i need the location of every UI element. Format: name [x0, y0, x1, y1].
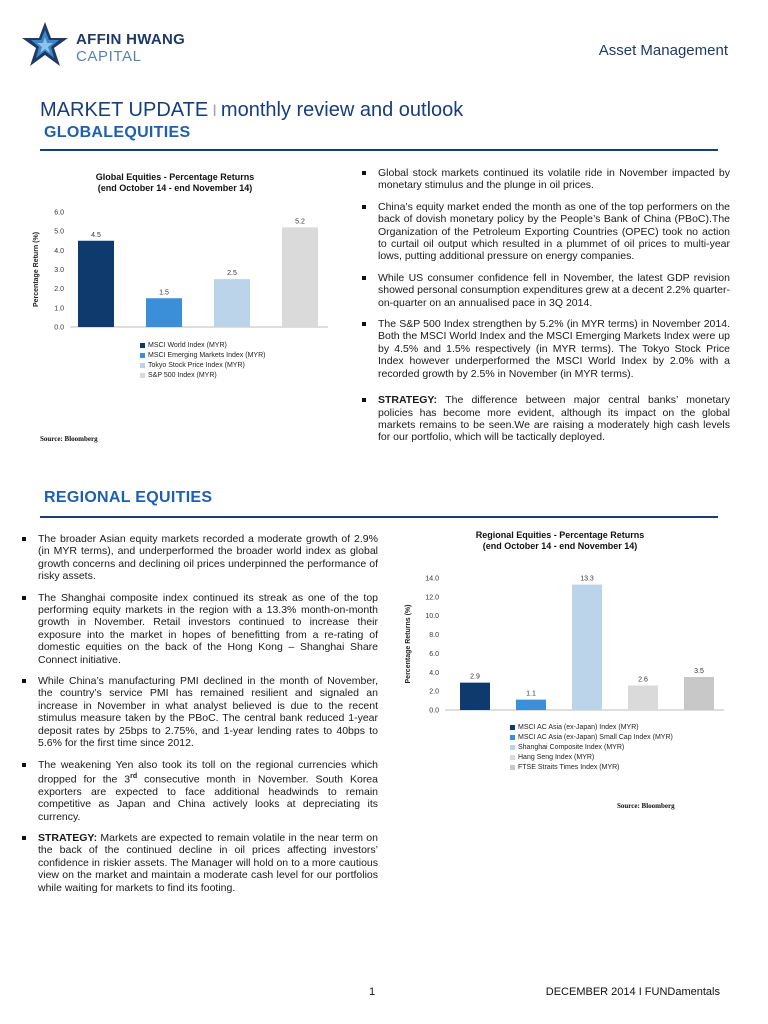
legend-item — [140, 350, 265, 360]
chart-bar — [684, 677, 714, 710]
legend-label: MSCI AC Asia (ex-Japan) Small Cap Index (MYR) — [518, 733, 673, 741]
title-main: MARKET UPDATE — [40, 99, 209, 121]
legend-item — [510, 742, 673, 752]
bar-value-label: 1.1 — [526, 690, 536, 698]
legend-label: S&P 500 Index (MYR) — [148, 371, 217, 379]
legend-item — [510, 732, 673, 742]
y-tick-label: 0.0 — [429, 707, 439, 715]
chart-bar — [282, 227, 318, 327]
legend-item — [510, 762, 673, 772]
legend-swatch — [510, 745, 515, 750]
regional-chart-plot — [400, 570, 720, 720]
bar-value-label: 2.5 — [227, 270, 237, 278]
global-equities-heading: GLOBALEQUITIES — [44, 124, 191, 141]
list-item: While China’s manufacturing PMI declined in the month of November, the country’s service PMI has remained resilient and signaled an increase in November in what analyst believed is due to the recent stimulus measure taken by the PBoC. The central bank reduced 1-year deposit rates by 25bps to 2.75%, and 1-year lending rates to 40bps to 5.6% for the first time since 2012. — [20, 675, 378, 749]
brand-name: AFFIN HWANG — [76, 31, 186, 48]
legend-label: MSCI World Index (MYR) — [148, 341, 227, 349]
legend-swatch — [140, 343, 145, 348]
list-item: The broader Asian equity markets recorded a moderate growth of 2.9% (in MYR terms), and underperformed the broader world index as global growth concerns and declining oil prices underpinned the performance of risky assets. — [20, 533, 378, 583]
y-tick-label: 12.0 — [425, 594, 439, 602]
list-item: China’s equity market ended the month as one of the top performers on the back of dovish monetary policy by the People’s Bank of China (PBoC).The Organization of the Petroleum Exporting Countries (OPEC) took no action to curtail oil output which resulted in a plummet of oil prices to multi-year lows, putting additional pressure on energy companies. — [360, 201, 730, 263]
strategy-text: The difference between major central banks’ monetary policies has become more evident, although its impact on the global markets remains to be seen.We are raising a moderately high cash levels for our portfolio, which will be tactically deployed. — [378, 394, 730, 444]
logo-mark-icon — [20, 20, 70, 70]
company-logo — [20, 20, 220, 70]
legend-swatch — [510, 755, 515, 760]
global-equities-chart — [30, 172, 320, 402]
legend-label: MSCI Emerging Markets Index (MYR) — [148, 351, 266, 359]
legend-item — [510, 722, 673, 732]
chart-bar — [146, 298, 182, 327]
legend-swatch — [510, 725, 515, 730]
y-tick-label: 5.0 — [54, 228, 64, 236]
list-item: The Shanghai composite index continued its streak as one of the top performing equity markets in the region with a 13.3% month-on-month growth in November. Retail investors continued to increase their exposure into the market in hopes of benefitting from a re-rating of domestic equities on the back of the Hong Kong – Shanghai Share Connect initiative. — [20, 592, 378, 666]
legend-swatch — [140, 353, 145, 358]
strategy-label: STRATEGY: — [378, 394, 438, 407]
list-item: The S&P 500 Index strengthen by 5.2% (in MYR terms) in November 2014. Both the MSCI World Index and the MSCI Emerging Markets Index were up by 4.5% and 1.5% respectively (in MYR terms). The Tokyo Stock Price Index however underperformed the MSCI World Index by 2.0% with a recorded growth by 2.5% in November (in MYR terms). — [360, 318, 730, 380]
legend-swatch — [510, 765, 515, 770]
y-tick-label: 14.0 — [425, 575, 439, 583]
legend-label: Shanghai Composite Index (MYR) — [518, 743, 625, 751]
legend-item — [510, 752, 673, 762]
y-tick-label: 6.0 — [54, 209, 64, 217]
global-strategy-item — [360, 394, 730, 444]
yen-text-sup: rd — [130, 772, 138, 780]
regional-source: Source: Bloomberg — [617, 802, 675, 810]
bar-value-label: 13.3 — [580, 575, 594, 583]
chart-bar — [572, 585, 602, 710]
legend-swatch — [510, 735, 515, 740]
chart-title-line1: Global Equities - Percentage Returns — [95, 172, 255, 182]
bar-value-label: 2.9 — [470, 673, 480, 681]
y-tick-label: 6.0 — [429, 650, 439, 658]
global-chart-plot — [30, 202, 320, 332]
global-chart-legend — [140, 340, 265, 380]
strategy-label: STRATEGY: — [38, 832, 98, 845]
bar-value-label: 1.5 — [159, 289, 169, 297]
chart-title-line2: (end October 14 - end November 14) — [97, 183, 253, 193]
legend-label: MSCI AC Asia (ex-Japan) Index (MYR) — [518, 723, 639, 731]
regional-bullets — [20, 533, 378, 903]
y-tick-label: 8.0 — [429, 632, 439, 640]
page-number: 1 — [369, 986, 376, 998]
chart-bar — [214, 279, 250, 327]
footer-issue: DECEMBER 2014 I FUNDamentals — [545, 986, 720, 998]
legend-swatch — [140, 373, 145, 378]
y-axis-label: Percentage Returns (%) — [405, 604, 412, 684]
bar-value-label: 4.5 — [91, 231, 101, 239]
y-tick-label: 4.0 — [54, 247, 64, 255]
chart-bar — [516, 700, 546, 710]
title-separator: I — [212, 101, 217, 120]
yen-text-before: The weakening Yen also took its toll on the regional currencies which dropped for the 3 — [38, 758, 378, 786]
regional-section-rule — [40, 516, 718, 518]
page-title — [40, 99, 463, 122]
brand-sub: CAPITAL — [76, 48, 142, 65]
list-item — [20, 759, 378, 824]
title-subtitle: monthly review and outlook — [220, 99, 464, 121]
regional-strategy-item — [20, 832, 378, 894]
y-tick-label: 2.0 — [54, 286, 64, 294]
strategy-text: Markets are expected to remain volatile in the near term on the back of the continued decline in oil prices affecting investors’ confidence in riskier assets. The Manager will hold on to a more cautious view on the market and maintain a moderate cash level for our portfolios while waiting for markets to find its footing. — [38, 832, 378, 894]
legend-item — [140, 360, 265, 370]
legend-item — [140, 370, 265, 380]
legend-item — [140, 340, 265, 350]
chart-bar — [460, 683, 490, 710]
chart-title-line2: (end October 14 - end November 14) — [482, 541, 638, 551]
y-tick-label: 4.0 — [429, 669, 439, 677]
yen-text-after: consecutive month in November. South Korea exporters are expected to face additional headwinds to remain competitive as Japan and China actively looks at depreciating its currency. — [38, 773, 378, 823]
y-tick-label: 3.0 — [54, 267, 64, 274]
regional-equities-heading: REGIONAL EQUITIES — [44, 489, 213, 506]
chart-bar — [78, 241, 114, 327]
global-source: Source: Bloomberg — [40, 435, 98, 443]
y-tick-label: 0.0 — [54, 324, 64, 332]
y-axis-label: Percentage Return (%) — [33, 231, 40, 308]
legend-label: Tokyo Stock Price Index (MYR) — [148, 361, 245, 369]
list-item: While US consumer confidence fell in November, the latest GDP revision showed personal consumption expenditures grew at a decent 2.2% quarter-on-quarter on an annualised pace in 3Q 2014. — [360, 272, 730, 309]
global-bullets — [360, 167, 730, 453]
regional-equities-chart — [400, 530, 720, 780]
bar-value-label: 5.2 — [295, 218, 305, 226]
y-tick-label: 10.0 — [425, 613, 439, 621]
y-tick-label: 2.0 — [429, 688, 439, 696]
regional-chart-legend — [510, 722, 673, 772]
y-tick-label: 1.0 — [54, 305, 64, 313]
legend-swatch — [140, 363, 145, 368]
division-label: Asset Management — [598, 42, 728, 59]
global-section-rule — [40, 149, 718, 151]
bar-value-label: 2.6 — [638, 676, 648, 684]
legend-label: FTSE Straits Times Index (MYR) — [518, 763, 620, 771]
chart-bar — [628, 685, 658, 710]
chart-title-line1: Regional Equities - Percentage Returns — [475, 530, 645, 540]
bar-value-label: 3.5 — [694, 668, 704, 675]
legend-label: Hang Seng Index (MYR) — [518, 753, 595, 761]
list-item: Global stock markets continued its volatile ride in November impacted by monetary stimulus and the plunge in oil prices. — [360, 167, 730, 192]
